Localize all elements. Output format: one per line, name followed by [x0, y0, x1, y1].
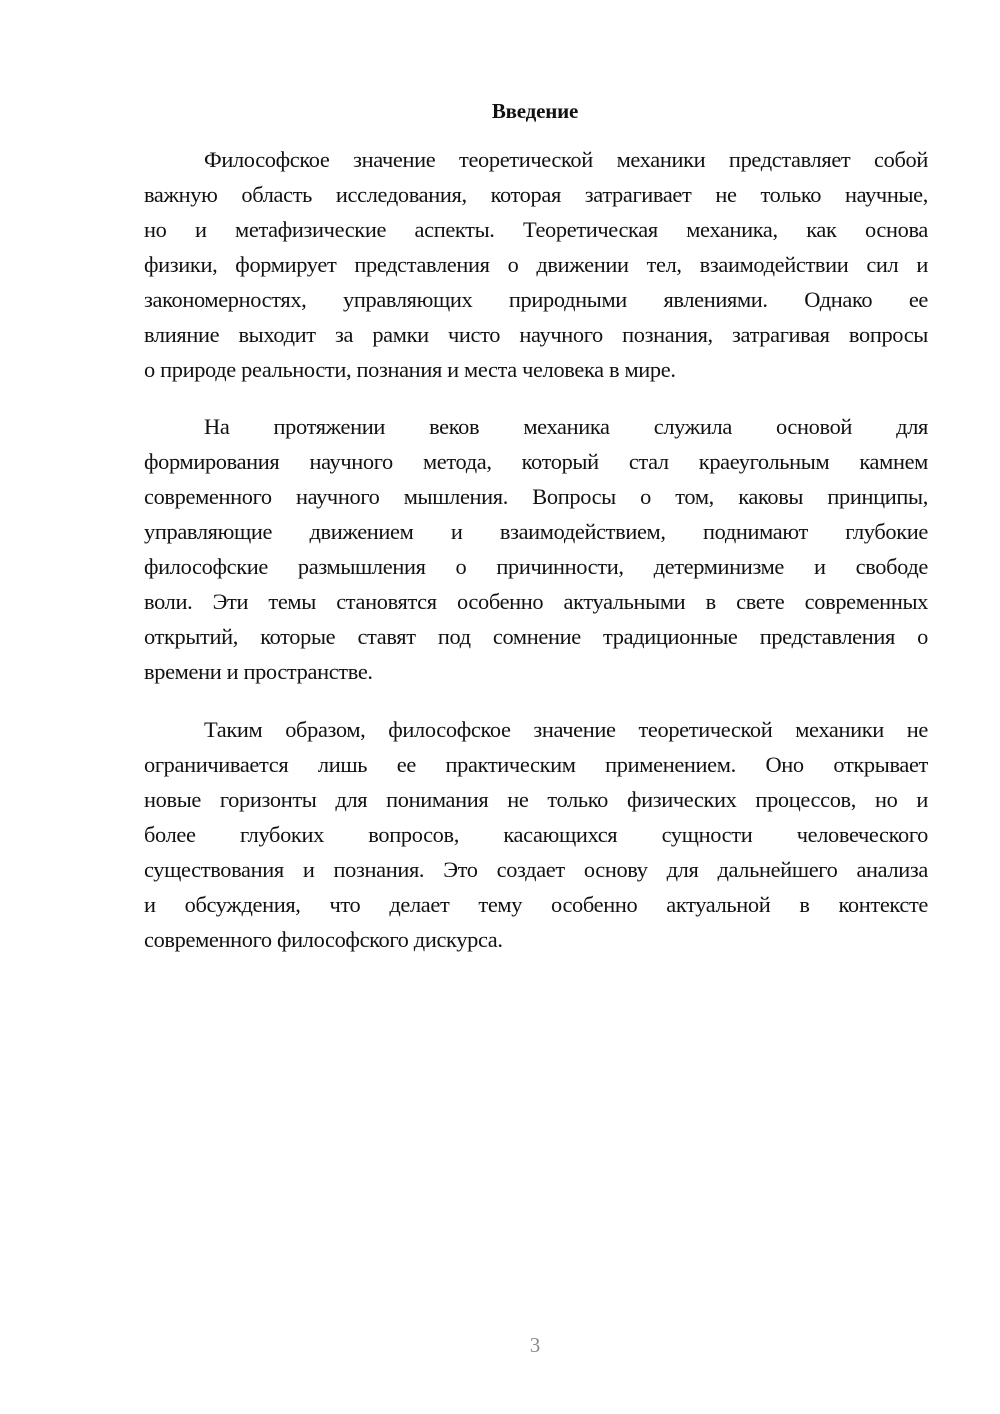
- paragraph-1: [144, 142, 928, 387]
- text-line: физики, формирует представления о движении тел, взаимодействии сил и: [144, 252, 928, 277]
- text-line: формирования научного метода, который стал краеугольным камнем: [144, 449, 928, 474]
- text-line: о природе реальности, познания и места человека в мире.: [144, 357, 676, 382]
- section-title: Введение: [491, 99, 579, 123]
- paragraph-2: [144, 409, 928, 689]
- text-line: современного научного мышления. Вопросы о том, каковы принципы,: [144, 484, 928, 509]
- text-line: новые горизонты для понимания не только физических процессов, но и: [144, 787, 928, 812]
- text-line: но и метафизические аспекты. Теоретическая механика, как основа: [144, 217, 928, 242]
- text-line: времени и пространстве.: [144, 659, 373, 684]
- text-line: воли. Эти темы становятся особенно актуальными в свете современных: [144, 589, 928, 614]
- paragraph-3: [144, 712, 928, 957]
- text-line: современного философского дискурса.: [144, 927, 503, 952]
- text-line: влияние выходит за рамки чисто научного познания, затрагивая вопросы: [144, 322, 928, 347]
- text-line: и обсуждения, что делает тему особенно актуальной в контексте: [144, 892, 928, 917]
- text-line: более глубоких вопросов, касающихся сущности человеческого: [144, 822, 928, 847]
- page-number: 3: [529, 1333, 541, 1357]
- text-line: важную область исследования, которая затрагивает не только научные,: [144, 182, 928, 207]
- text-line: закономерностях, управляющих природными явлениями. Однако ее: [144, 287, 928, 312]
- text-line: философские размышления о причинности, детерминизме и свободе: [144, 554, 928, 579]
- text-line: Философское значение теоретической механики представляет собой: [204, 147, 928, 172]
- text-line: На протяжении веков механика служила основой для: [204, 414, 928, 439]
- text-line: управляющие движением и взаимодействием, поднимают глубокие: [144, 519, 928, 544]
- text-line: ограничивается лишь ее практическим применением. Оно открывает: [144, 752, 928, 777]
- text-line: существования и познания. Это создает основу для дальнейшего анализа: [144, 857, 928, 882]
- text-line: Таким образом, философское значение теоретической механики не: [204, 717, 928, 742]
- text-line: открытий, которые ставят под сомнение традиционные представления о: [144, 624, 928, 649]
